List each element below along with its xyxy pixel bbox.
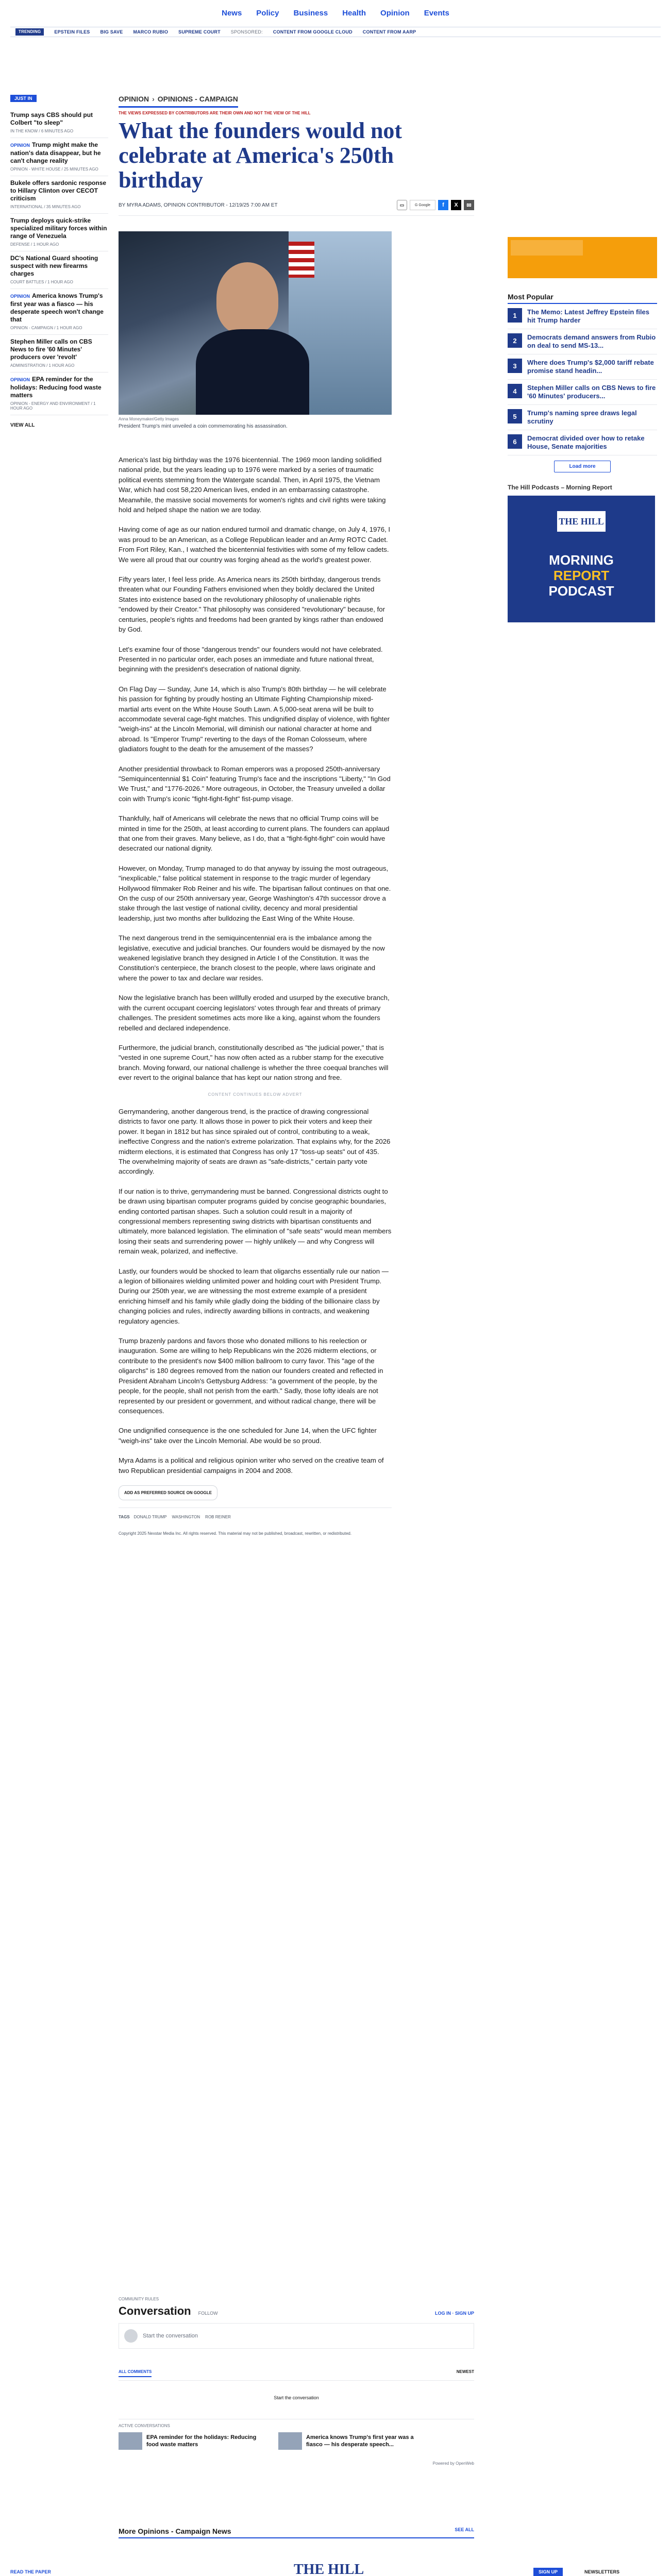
- rank-number: 6: [508, 434, 522, 449]
- conversation: [119, 2297, 474, 2466]
- headline-text: Trump might make the nation's data disappear, but he can't change reality: [10, 141, 101, 164]
- most-popular-item[interactable]: [508, 380, 657, 405]
- login-signup[interactable]: LOG IN · SIGN UP: [434, 2311, 474, 2316]
- paragraph: Myra Adams is a political and religious opinion writer who served on the creative team of two Republican presidential campaigns in 2004 and 2008.: [119, 1456, 384, 1475]
- signup-button[interactable]: SIGN UP: [533, 2568, 563, 2576]
- headline-text: Bukele offers sardonic response to Hillary Clinton over CECOT criticism: [10, 179, 107, 202]
- podcast-image[interactable]: [508, 496, 655, 622]
- article: [119, 95, 474, 1536]
- nav-item-policy[interactable]: Policy: [256, 9, 279, 18]
- right-rail: [508, 237, 657, 622]
- paragraph: Trump brazenly pardons and favors those who donated millions to his reelection or inauguration. Some are willing to help Republicans win the 2026 midterm elections, or contribute to the president's now $400 million ballroom to curry favor. This "age of the oligarchs" is 180 degrees removed from the nation our founders created and reflected in President Abraham Lincoln's Gettysburg Address: "a government of the people, by the people, for the people, shall not perish from the earth." Sadly, those lofty ideals are not represented by our president or government, and without radical change, there will be consequences.: [119, 1337, 383, 1415]
- just-in-meta: OPINION - CAMPAIGN / 1 HOUR AGO: [10, 326, 82, 330]
- powered-by: Powered by OpenWeb: [432, 2461, 474, 2466]
- facebook-icon[interactable]: f: [438, 200, 448, 210]
- most-popular-headline: Democrats demand answers from Rubio on deal to send MS-13...: [527, 333, 656, 349]
- email-icon[interactable]: ✉: [464, 200, 474, 210]
- just-in-meta: ADMINISTRATION / 1 HOUR AGO: [10, 363, 75, 368]
- most-popular-item[interactable]: [508, 329, 657, 354]
- rank-number: 3: [508, 359, 522, 373]
- trending-link[interactable]: SUPREME COURT: [178, 29, 221, 35]
- podcast-line: REPORT: [553, 568, 610, 583]
- sponsored-link[interactable]: CONTENT FROM AARP: [362, 29, 416, 35]
- hill-logo[interactable]: THE HILL: [294, 2562, 364, 2576]
- paragraph: One undignified consequence is the one scheduled for June 14, when the UFC fighter "weigh-ins" take over the Lincoln Memorial. Abe would be so proud.: [119, 1427, 377, 1445]
- paragraph: Fifty years later, I feel less pride. As America nears its 250th birthday, dangerous trends threaten what our Founding Fathers envisioned when they boldly declared the United States into existence based on the revolutionary philosophy of unalienable rights "endowed by their Creator." That philosophy was considered "revolutionary" because, for centuries, people's rights and freedoms had been granted by kings rather than endowed by God.: [119, 575, 385, 634]
- view-all-link[interactable]: VIEW ALL: [10, 422, 35, 428]
- most-popular-item[interactable]: [508, 354, 657, 380]
- podcast-line: PODCAST: [548, 583, 614, 599]
- paragraph: America's last big birthday was the 1976 bicentennial. The 1969 moon landing solidified national pride, but the years leading up to 1976 were marked by a series of traumatic political events stemming from the Watergate scandal. Then, in April 1975, the Vietnam War, which had cost 58,220 American lives, ended in an embarrassing catastrophe. Meanwhile, the massive social movements for women's rights and civil rights were taking hold and helped shape the nation we are today.: [119, 456, 386, 514]
- paragraph: The next dangerous trend in the semiquincentennial era is the imbalance among the legislative, executive and judicial branches. Our founders would be dismayed by the now weakened legislative branch they designed in Article I of the Constitution. It was the Constitution's centerpiece, the branch closest to the people, where laws originate and where the power to tax and declare war resides.: [119, 934, 385, 982]
- conversation-title: Conversation: [119, 2304, 191, 2317]
- byline-row: [119, 200, 474, 216]
- top-nav: [0, 0, 671, 23]
- article-title: What the founders would not celebrate at America's 250th birthday: [119, 118, 402, 193]
- headline-text: Trump says CBS should put Colbert "to sleep": [10, 111, 93, 126]
- tag-link[interactable]: WASHINGTON: [172, 1515, 200, 1520]
- just-in-item[interactable]: [10, 251, 108, 289]
- just-in-item[interactable]: [10, 138, 108, 176]
- just-in-meta: INTERNATIONAL / 35 MINUTES AGO: [10, 205, 81, 209]
- sponsored-link[interactable]: CONTENT FROM GOOGLE CLOUD: [273, 29, 353, 35]
- most-popular-item[interactable]: [508, 405, 657, 430]
- just-in-item[interactable]: [10, 176, 108, 214]
- just-in-headline: [10, 338, 108, 361]
- paragraph: Lastly, our founders would be shocked to learn that oligarchs essentially rule our nation — a legion of billionaires wielding unlimited power and holding court with President Trump. During our 250th year, we are witnessing the most extreme example of a president enriching himself and his family while gladly doing the bidding of the billionaire class by changing policies and rules, indirectly awarding billions in contracts, and weakening regulatory agencies.: [119, 1267, 389, 1325]
- just-in-meta: OPINION - WHITE HOUSE / 25 MINUTES AGO: [10, 167, 98, 172]
- sticky-bar: [10, 2562, 661, 2576]
- more-opinions-title: More Opinions - Campaign News: [119, 2527, 231, 2535]
- podcast-title: The Hill Podcasts – Morning Report: [508, 484, 612, 491]
- nav-item-opinion[interactable]: Opinion: [380, 9, 410, 18]
- active-conversations-label: ACTIVE CONVERSATIONS: [119, 2424, 170, 2428]
- just-in-list: [10, 108, 108, 428]
- just-in-item[interactable]: [10, 108, 108, 138]
- add-preferred-source-button[interactable]: ADD AS PREFERRED SOURCE ON GOOGLE: [119, 1485, 217, 1500]
- just-in-headline: [10, 111, 108, 127]
- load-more-button[interactable]: Load more: [554, 461, 611, 472]
- just-in-headline: [10, 376, 108, 399]
- sort-dropdown[interactable]: NEWEST: [456, 2369, 474, 2374]
- disclaimer: THE VIEWS EXPRESSED BY CONTRIBUTORS ARE THEIR OWN AND NOT THE VIEW OF THE HILL: [119, 111, 311, 115]
- most-popular-headline: Stephen Miller calls on CBS News to fire '60 Minutes' producers...: [527, 384, 656, 400]
- sponsored-label: SPONSORED:: [230, 29, 263, 35]
- follow-button[interactable]: FOLLOW: [198, 2311, 218, 2316]
- rank-number: 1: [508, 308, 522, 323]
- podcast-logo: THE HILL: [557, 511, 606, 532]
- just-in-headline: [10, 292, 108, 324]
- trending-link[interactable]: BIG SAVE: [100, 29, 123, 35]
- headline-text: DC's National Guard shooting suspect with new firearms charges: [10, 255, 98, 277]
- tags-label: TAGS: [119, 1515, 130, 1520]
- trending-link[interactable]: EPSTEIN FILES: [54, 29, 90, 35]
- most-popular-title: Most Popular: [508, 293, 657, 304]
- just-in-item[interactable]: [10, 335, 108, 372]
- nav-item-business[interactable]: Business: [293, 9, 328, 18]
- community-rules-link[interactable]: COMMUNITY RULES: [119, 2297, 159, 2301]
- trending-bar: [10, 27, 661, 37]
- tag-link[interactable]: ROB REINER: [205, 1515, 231, 1520]
- newsletters-link[interactable]: NEWSLETTERS: [584, 2569, 619, 2574]
- trending-tag: TRENDING: [15, 28, 44, 36]
- just-in-item[interactable]: [10, 214, 108, 251]
- paragraph: If our nation is to thrive, gerrymandering must be banned. Congressional districts ought to be drawn using bipartisan computer programs guided by concise geographic boundaries, ending contorted partisan shapes. Such a solution could result in a majority of congressional members representing swing districts with bipartisan constituents and ultimately, more balanced legislation. The elimination of "safe seats" would mean members losing their seats and surrendering power — highly unlikely — and why Congress will remain weak, polarized, and ineffective.: [119, 1187, 392, 1256]
- paragraph: Let's examine four of those "dangerous trends" our founders would not have celebrated. Presented in no particular order, each poses an immediate and future national threat, beginning with the president's desecration of national dignity.: [119, 645, 383, 673]
- paragraph: Now the legislative branch has been willfully eroded and usurped by the executive branch, with the current occupant coercing legislators' votes through fear and threats of primary challenges. The president sometimes acts more like a king, against whom the founders rebelled and declared independence.: [119, 994, 390, 1032]
- most-popular-item[interactable]: [508, 304, 657, 329]
- just-in-meta: COURT BATTLES / 1 HOUR AGO: [10, 280, 73, 284]
- avatar: [124, 2329, 138, 2343]
- paragraph: Thankfully, half of Americans will celebrate the news that no official Trump coins will be minted in time for the 250th, at least according to current plans. The founders can applaud that one from their graves. Many believe, as I do, that a "fight-fight-fight" coin would have desecrated our national dignity.: [119, 815, 390, 853]
- opinion-tag: OPINION: [10, 294, 30, 299]
- image-credit: Anna Moneymaker/Getty Images: [119, 417, 179, 421]
- image-caption: President Trump's mint unveiled a coin commemorating his assassination.: [119, 423, 288, 429]
- just-in-item[interactable]: [10, 372, 108, 415]
- active-conversation-item[interactable]: EPA reminder for the holidays: Reducing food waste matters: [119, 2432, 258, 2450]
- just-in-headline: [10, 179, 108, 202]
- paragraph: Furthermore, the judicial branch, constitutionally described as "the judicial power," that is "vested in one supreme Court," has now often acted as a rubber stamp for the executive branch. Moving forward, our national challenge is whether the three coequal branches will ever revert to the original balance that has kept our nation strong and free.: [119, 1043, 389, 1082]
- paragraph: However, on Monday, Trump managed to do that anyway by issuing the most outrageous, "inexplicable," false political statement in response to the tragic murder of legendary Hollywood filmmaker Rob Reiner and his wife. The bipartisan fallout continues on that one. On the cusp of our 250th anniversary year, George Washington's 47th successor drove a stake through the last vestige of national civility, decency and moral presidential leadership, just two months after bulldozing the East Wing of the White House.: [119, 864, 391, 922]
- share-bar: [397, 200, 474, 210]
- just-in-tab[interactable]: JUST IN: [10, 95, 37, 102]
- most-popular-headline: Democrat divided over how to retake House, Senate majorities: [527, 434, 645, 450]
- tag-link[interactable]: DONALD TRUMP: [133, 1515, 167, 1520]
- headline-text: Stephen Miller calls on CBS News to fire '60 Minutes' producers over 'revolt': [10, 338, 92, 361]
- read-paper-link[interactable]: READ THE PAPER: [10, 2569, 51, 2574]
- rank-number: 2: [508, 333, 522, 348]
- breadcrumb: OPINION › OPINIONS - CAMPAIGN: [119, 95, 238, 108]
- byline: BY MYRA ADAMS, OPINION CONTRIBUTOR - 12/19/25 7:00 AM ET: [119, 202, 278, 208]
- tab-all-comments[interactable]: ALL COMMENTS: [119, 2369, 152, 2377]
- opinion-tag: OPINION: [10, 143, 30, 148]
- rank-number: 5: [508, 409, 522, 423]
- paragraph: Gerrymandering, another dangerous trend, is the practice of drawing congressional districts to favor one party. It allows those in power to pick their voters and keep their power. It began in 1812 but has since spiraled out of control, contributing to a weak, ineffective Congress and the nation's extreme polarization. That explains why, for the 2026 midterm elections, it is estimated that Congress has only 17 "toss-up seats" out of 435. The overwhelming majority of seats are drawn as "safe-districts," certain party vote accordingly.: [119, 1107, 391, 1176]
- just-in-item[interactable]: [10, 289, 108, 335]
- advert-label: CONTENT CONTINUES BELOW ADVERT: [208, 1092, 303, 1097]
- headline-text: America knows Trump's first year was a fiasco — his desperate speech won't change that: [10, 292, 104, 323]
- see-all-link[interactable]: SEE ALL: [455, 2527, 474, 2532]
- most-popular-item[interactable]: [508, 430, 657, 455]
- just-in-headline: [10, 217, 108, 240]
- just-in-meta: OPINION - ENERGY AND ENVIRONMENT / 1 HOUR AGO: [10, 401, 96, 411]
- x-icon[interactable]: X: [451, 200, 461, 210]
- lead-image: [119, 231, 392, 415]
- article-body: [119, 455, 392, 1536]
- podcast-line: MORNING: [549, 552, 614, 568]
- rank-number: 4: [508, 384, 522, 398]
- just-in-meta: IN THE KNOW / 6 MINUTES AGO: [10, 129, 74, 133]
- active-conversation-item[interactable]: America knows Trump's first year was a fiasco — his desperate speech...: [278, 2432, 417, 2450]
- google-preferred-icon[interactable]: G Google: [410, 200, 435, 210]
- more-opinions-header: [119, 2527, 474, 2538]
- crumb-campaign[interactable]: OPINIONS - CAMPAIGN: [157, 95, 238, 103]
- opinion-tag: OPINION: [10, 377, 30, 382]
- just-in-headline: [10, 141, 108, 165]
- comment-placeholder: Start the conversation: [143, 2333, 198, 2339]
- trending-link[interactable]: MARCO RUBIO: [133, 29, 169, 35]
- crumb-opinion[interactable]: OPINION: [119, 95, 149, 103]
- tags-row: [119, 1507, 392, 1522]
- headline-text: Trump deploys quick-strike specialized military forces within range of Venezuela: [10, 217, 107, 240]
- nav-item-news[interactable]: News: [222, 9, 242, 18]
- paragraph: Another presidential throwback to Roman emperors was a proposed 250th-anniversary "Semiquincentennial $1 Coin" featuring Trump's face and the inscriptions "Liberty," "In God We Trust," and "1776-2026." More outrageous, in October, the Treasury unveiled a dollar coin with Trump's iconic "fight-fight-fight" fist-pump visage.: [119, 765, 391, 803]
- nav-item-events[interactable]: Events: [424, 9, 449, 18]
- headline-text: EPA reminder for the holidays: Reducing food waste matters: [10, 376, 102, 399]
- most-popular-list: [508, 304, 657, 455]
- paragraph: On Flag Day — Sunday, June 14, which is also Trump's 80th birthday — he will celebrate his passion for fighting by proudly hosting an Ultimate Fighting Championship mixed-martial arts event on the White House South Lawn. A 5,000-seat arena will be built to accommodate several cage-fight matches. This undignified display of violence, with fighter "weigh-ins" at the Lincoln Memorial, will diminish our national character at home and abroad. Is "Emperor Trump" reverting to the days of the Roman Colosseum, where gladiators fought to the death for the amusement of the masses?: [119, 685, 390, 753]
- start-conversation[interactable]: Start the conversation: [274, 2395, 319, 2400]
- copyright: Copyright 2025 Nexstar Media Inc. All rights reserved. This material may not be published, broadcast, rewritten, or redistributed.: [119, 1531, 352, 1536]
- most-popular-headline: Where does Trump's $2,000 tariff rebate promise stand headin...: [527, 359, 654, 375]
- nav-item-health[interactable]: Health: [342, 9, 366, 18]
- ad-banner[interactable]: [508, 237, 657, 278]
- comment-input[interactable]: [119, 2323, 474, 2349]
- just-in-headline: [10, 255, 108, 278]
- paragraph: Having come of age as our nation endured turmoil and dramatic change, on July 4, 1976, I was proud to be an American, as a College Republican leader and an Army ROTC Cadet. From Fort Riley, Kan., I watched the bicentennial festivities with some of my fellow cadets. We were all proud that our country was forging ahead as the world's greatest power.: [119, 526, 391, 564]
- most-popular-headline: The Memo: Latest Jeffrey Epstein files hit Trump harder: [527, 308, 649, 324]
- most-popular-headline: Trump's naming spree draws legal scrutiny: [527, 409, 637, 425]
- just-in-meta: DEFENSE / 1 HOUR AGO: [10, 242, 59, 247]
- comment-icon[interactable]: ▭: [397, 200, 407, 210]
